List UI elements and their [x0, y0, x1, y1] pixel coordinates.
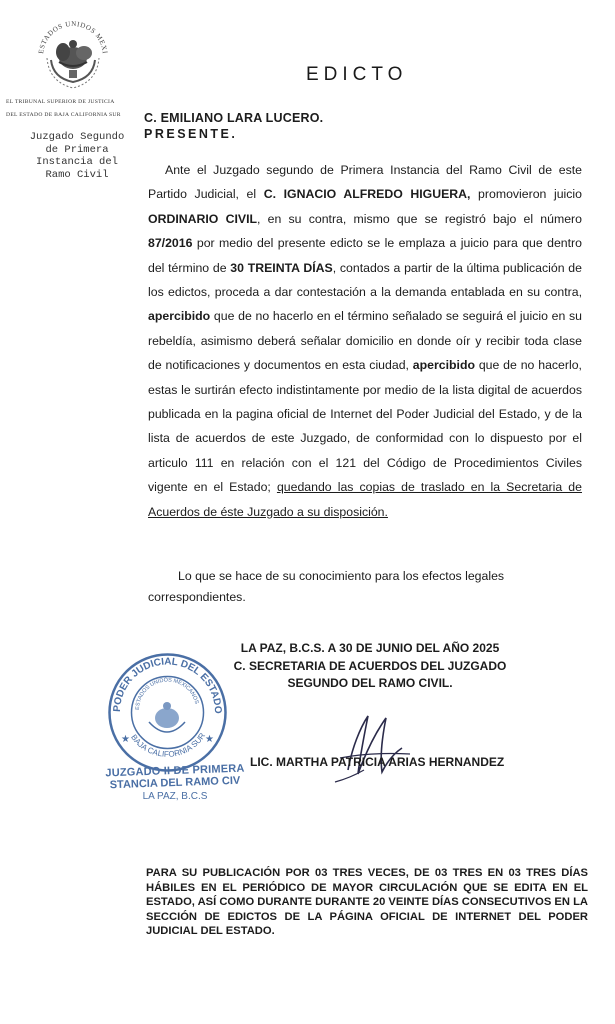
body-text: que de no hacerlo en el término señalado se seguirá el juicio en su rebeldía, asimismo deberá señalar domicilio en donde oír y recibir toda clase de notificaciones y documentos en esta ciudad,: [148, 309, 582, 373]
signature-block: [220, 640, 520, 693]
national-seal-logo: [33, 14, 113, 94]
plaintiff-name: C. IGNACIO ALFREDO HIGUERA,: [263, 187, 471, 202]
closing-line-2: correspondientes.: [148, 590, 246, 604]
handwritten-signature: [330, 708, 420, 788]
body-text: por medio del presente edicto se le emplaza a juicio para que dentro del término de: [148, 236, 582, 275]
place-date: LA PAZ, B.C.S. A 30 DE JUNIO DEL AÑO 2025: [240, 641, 500, 655]
body-text: que de no hacerlo, estas le surtirán efecto indistintamente por medio de la lista digital de acuerdos publicada en la pagina oficial de Internet del Poder Judicial del Estado, y de la lista de acuerdos de este Juzgado, de conformidad con lo dispuesto por el articulo 111 en relación con el 121 del Código de Procedimientos Civiles vigente en el Estado;: [148, 358, 582, 495]
presente-label: PRESENTE.: [144, 127, 238, 141]
term-days: 30 TREINTA DÍAS: [230, 260, 333, 275]
svg-text:BAJA CALIFORNIA SUR: BAJA CALIFORNIA SUR: [129, 731, 208, 759]
stamp-text: [100, 762, 250, 802]
warning-word: apercibido: [148, 309, 211, 324]
stamp-line: JUZGADO II DE PRIMERA: [105, 762, 245, 780]
body-text: , contados a partir de la última publicación de los edictos, proceda a dar contestación a la demanda entablada en su contra,: [148, 260, 582, 300]
stamp-line: STANCIA DEL RAMO CIV: [109, 774, 241, 792]
signer-name: LIC. MARTHA PATRICIA ARIAS HERNANDEZ: [250, 755, 505, 769]
svg-text:ESTADOS UNIDOS MEXICANOS: ESTADOS UNIDOS MEXICANOS: [134, 677, 200, 711]
body-paragraph: [148, 158, 582, 524]
header-tribunal-line: EL TRIBUNAL SUPERIOR DE JUSTICIA: [6, 99, 115, 105]
case-number: 87/2016: [148, 236, 193, 251]
court-name: Juzgado Segundo de Primera Instancia del Ramo Civil: [29, 131, 125, 181]
svg-text:PODER JUDICIAL DEL ESTADO DE: PODER JUDICIAL DEL ESTADO: [111, 656, 224, 714]
document-title: EDICTO: [306, 64, 408, 85]
svg-text:★: ★: [121, 734, 130, 745]
body-text: promovieron juicio: [470, 187, 583, 202]
underlined-text: quedando las copias de traslado en la Secretaria de Acuerdos de éste Juzgado a su disposición.: [148, 480, 582, 519]
svg-text:★: ★: [205, 734, 214, 745]
signer-title: C. SECRETARIA DE ACUERDOS DEL JUZGADO: [233, 658, 507, 673]
warning-word: apercibido: [412, 358, 475, 373]
body-text: Ante el Juzgado segundo de Primera Instancia del Ramo Civil de este Partido Judicial, el: [148, 163, 582, 202]
body-text: , en su contra, mismo que se registró bajo el número: [257, 211, 582, 226]
signer-title-2: SEGUNDO DEL RAMO CIVIL.: [287, 676, 453, 690]
svg-text:ESTADOS UNIDOS MEXICANOS: ESTADOS UNIDOS MEXI: [37, 19, 109, 55]
court-stamp: [105, 650, 230, 775]
case-type: ORDINARIO CIVIL: [148, 211, 257, 226]
header-state-line: DEL ESTADO DE BAJA CALIFORNIA SUR: [6, 112, 121, 118]
stamp-line: LA PAZ, B.C.S: [142, 791, 208, 802]
addressee: C. EMILIANO LARA LUCERO.: [144, 111, 324, 125]
publication-note: PARA SU PUBLICACIÓN POR 03 TRES VECES, DE 03 TRES EN 03 TRES DÍAS HÁBILES EN EL PERIÓDICO DE MAYOR CIRCULACIÓN QUE SE EDITA EN EL ESTADO, ASÍ COMO DURANTE DURANTE 20 VEINTE DÍAS CONSECUTIVOS EN LA SECCIÓN DE EDICTOS DE LA PÁGINA OFICIAL DE INTERNET DEL PODER JUDICIAL DEL ESTADO.: [146, 867, 588, 937]
closing-line: Lo que se hace de su conocimiento para los efectos legales: [178, 569, 505, 583]
